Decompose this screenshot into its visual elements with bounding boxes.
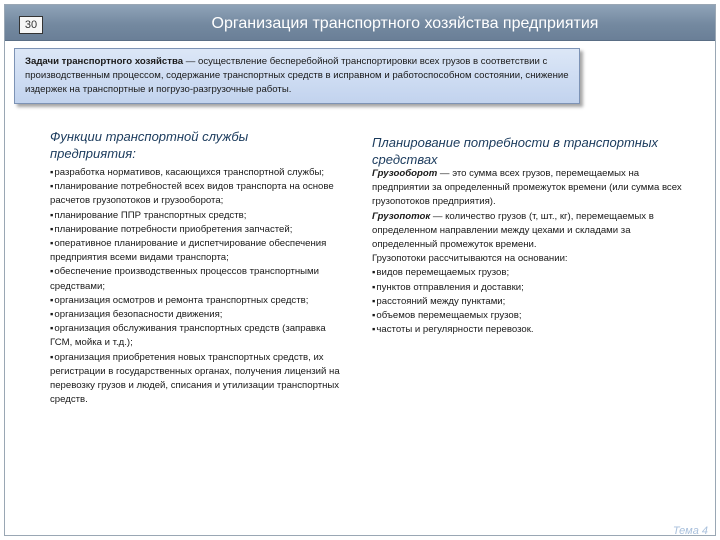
functions-list (50, 166, 350, 407)
list-item: ▪ планирование потребности приобретения запчастей; (50, 223, 350, 237)
flow-text: — количество грузов (т, шт., кг), перемещаемых в определенном направлении между цехами и складами за определенный промежуток времени. (372, 210, 654, 251)
list-item: ▪ организация осмотров и ремонта транспортных средств; (50, 294, 350, 308)
basis-text: Грузопотоки рассчитываются на основании: (372, 253, 568, 265)
list-item: ▪ организация безопасности движения; (50, 308, 350, 322)
list-item: ▪ обеспечение производственных процессов транспортными средствами; (50, 265, 350, 293)
footer-topic-label: Тема 4 (672, 525, 708, 537)
flow-term: Грузопоток (372, 210, 431, 222)
list-item: ▪ организация обслуживания транспортных средств (заправка ГСМ, мойка и т.д.); (50, 322, 350, 350)
list-item: ▪ частоты и регулярности перевозок. (372, 323, 687, 337)
list-item: ▪ оперативное планирование и диспетчирование обеспечения предприятия всеми видами транспорта; (50, 237, 350, 265)
tasks-text: — осуществление бесперебойной транспортировки всех грузов в соответствии с производственным процессом, содержание транспортных средств в исправном и работоспособном состоянии, снижение издержек на транспортные и погрузо-разгрузочные работы. (25, 56, 569, 95)
slide-number: 30 (19, 16, 43, 34)
planning-heading: Планирование потребности в транспортных средствах (372, 135, 659, 167)
tasks-box (14, 48, 580, 104)
slide-title: Организация транспортного хозяйства предприятия (211, 15, 599, 32)
tasks-term: Задачи транспортного хозяйства (25, 56, 184, 67)
list-item: ▪ планирование ППР транспортных средств; (50, 209, 350, 223)
list-item: ▪ объемов перемещаемых грузов; (372, 309, 687, 323)
list-item: ▪ пунктов отправления и доставки; (372, 281, 687, 295)
list-item: ▪ планирование потребностей всех видов транспорта на основе расчетов грузопотоков и грузооборота; (50, 180, 350, 208)
functions-heading: Функции транспортной службы предприятия: (50, 129, 249, 161)
turnover-term: Грузооборот (372, 168, 438, 179)
planning-body (372, 167, 687, 337)
turnover-definition (372, 167, 687, 210)
basis-list (372, 266, 687, 337)
flow-definition (372, 210, 687, 253)
list-item: ▪ организация приобретения новых транспортных средств, их регистрации в государственных органах, получения лицензий на перевозку грузов и людей, списания и утилизации транспортных средств. (50, 351, 350, 408)
list-item: ▪ разработка нормативов, касающихся транспортной службы; (50, 166, 350, 180)
header-bar (5, 5, 715, 41)
list-item: ▪ видов перемещаемых грузов; (372, 266, 687, 280)
turnover-text: — это сумма всех грузов, перемещаемых на предприятии за определенный промежуток времени (или сумма всех грузопотоков предприятия). (372, 168, 682, 208)
list-item: ▪ расстояний между пунктами; (372, 295, 687, 309)
